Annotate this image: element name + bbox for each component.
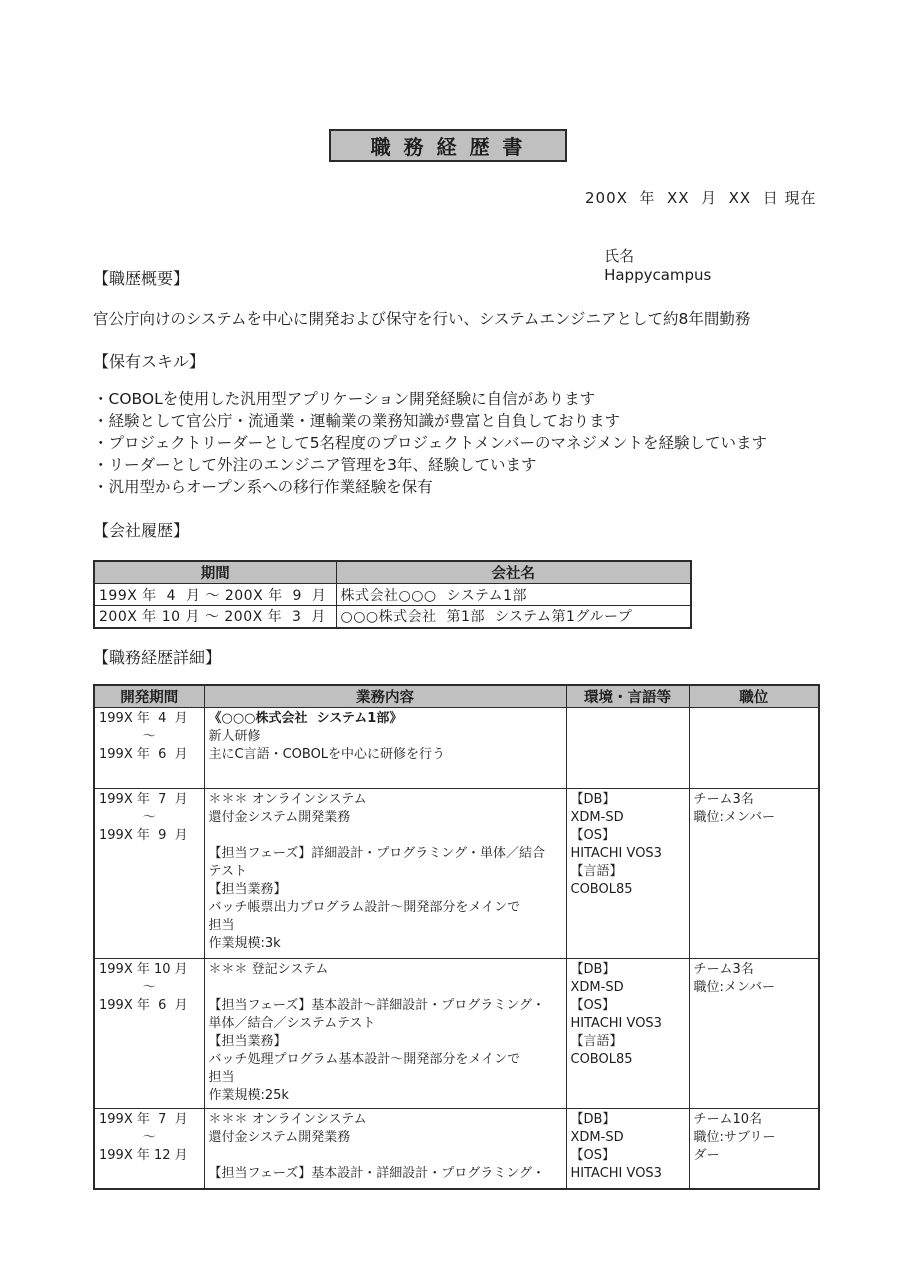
environment-line: HITACHI VOS3: [570, 1016, 662, 1031]
environment-line: COBOL85: [570, 1052, 633, 1067]
column-header-company: 会社名: [336, 561, 691, 584]
environment-line: 【OS】: [570, 828, 615, 843]
environment-line: XDM-SD: [570, 810, 624, 825]
work-content-line: バッチ処理プログラム基本設計～開発部分をメインで: [208, 1052, 521, 1067]
dev-period-line: ～: [142, 1130, 156, 1145]
heading-career-summary: 【職歴概要】: [93, 269, 190, 288]
detail-row: [94, 959, 819, 1109]
company-period-cell: 199X 年 4 月 ～ 200X 年 9 月: [94, 584, 336, 606]
column-header-period: 期間: [94, 561, 336, 584]
skill-item: ・COBOLを使用した汎用型アプリケーション開発経験に自信があります: [93, 390, 596, 408]
environment-line: 【言語】: [570, 864, 623, 879]
dev-period-line: ～: [142, 729, 156, 744]
column-header-dev-period: 開発期間: [94, 685, 204, 708]
environment-line: XDM-SD: [570, 980, 624, 995]
environment-line: HITACHI VOS3: [570, 846, 662, 861]
environment-line: XDM-SD: [570, 1130, 624, 1145]
work-content-line: 新人研修: [208, 729, 261, 744]
work-content-line: 作業規模:25k: [208, 1088, 289, 1103]
work-content-line: 【担当業務】: [208, 1034, 287, 1049]
skill-item: ・経験として官公庁・流通業・運輸業の業務知識が豊富と自負しております: [93, 412, 621, 430]
dev-period-cell: [94, 789, 204, 959]
dev-period-line: 199X 年 6 月: [99, 747, 188, 762]
position-line: チーム10名: [693, 1112, 763, 1127]
dev-period-line: 199X 年 9 月: [99, 828, 188, 843]
work-content-line: [209, 827, 562, 845]
work-content-cell: [204, 959, 566, 1109]
position-cell: [689, 708, 819, 789]
company-row: [94, 606, 691, 628]
environment-line: 【DB】: [570, 792, 616, 807]
environment-line: COBOL85: [570, 882, 633, 897]
skill-item: ・リーダーとして外注のエンジニア管理を3年、経験しています: [93, 456, 537, 474]
work-content-line: 還付金システム開発業務: [208, 1130, 351, 1145]
environment-line: 【DB】: [570, 1112, 616, 1127]
detail-row: [94, 1109, 819, 1189]
dev-period-cell: [94, 708, 204, 789]
detail-table-header-row: [94, 685, 819, 708]
work-content-line: 担当: [208, 1070, 235, 1085]
position-line: ダー: [693, 1148, 720, 1163]
work-content-line: 《○○○株式会社 システム1部》: [208, 711, 403, 726]
dev-period-cell: [94, 1109, 204, 1189]
environment-cell: [566, 959, 689, 1109]
dev-period-line: 199X 年 7 月: [99, 1112, 188, 1127]
environment-cell: [566, 1109, 689, 1189]
dev-period-line: 199X 年 12 月: [99, 1148, 188, 1163]
dev-period-line: 199X 年 4 月: [99, 711, 188, 726]
career-details-table: [93, 684, 820, 1190]
heading-skills: 【保有スキル】: [93, 352, 205, 371]
company-row: [94, 584, 691, 606]
environment-line: 【OS】: [570, 1148, 615, 1163]
column-header-environment: 環境・言語等: [566, 685, 689, 708]
position-cell: [689, 789, 819, 959]
dev-period-line: ～: [142, 980, 156, 995]
environment-line: 【OS】: [570, 998, 615, 1013]
dev-period-line: 199X 年 7 月: [99, 792, 188, 807]
dev-period-line: 199X 年 10 月: [99, 962, 188, 977]
work-content-cell: [204, 708, 566, 789]
detail-table-body: [94, 708, 819, 1189]
work-content-line: 単体／結合／システムテスト: [208, 1016, 376, 1031]
position-cell: [689, 959, 819, 1109]
work-content-line: 【担当フェーズ】詳細設計・プログラミング・単体／結合: [208, 846, 545, 861]
company-period-cell: 200X 年 10 月 ～ 200X 年 3 月: [94, 606, 336, 628]
company-name-cell: ○○○株式会社 第1部 システム第1グループ: [336, 606, 691, 628]
environment-cell: [566, 708, 689, 789]
company-history-table: [93, 560, 692, 629]
environment-line: HITACHI VOS3: [570, 1166, 662, 1181]
work-content-line: ＊＊＊ オンラインシステム: [208, 1112, 367, 1127]
column-header-work-content: 業務内容: [204, 685, 566, 708]
company-table-body: [94, 584, 691, 628]
work-content-line: 【担当フェーズ】基本設計～詳細設計・プログラミング・: [208, 998, 545, 1013]
work-content-line: 担当: [208, 918, 235, 933]
work-content-line: ＊＊＊ 登記システム: [208, 962, 329, 977]
company-name-cell: 株式会社○○○ システム1部: [336, 584, 691, 606]
document-title: 職 務 経 歴 書: [370, 135, 526, 159]
name-label: 氏名: [604, 247, 635, 265]
position-line: 職位:サブリー: [693, 1130, 776, 1145]
position-line: チーム3名: [693, 792, 754, 807]
column-header-position: 職位: [689, 685, 819, 708]
work-content-line: 主にC言語・COBOLを中心に研修を行う: [208, 747, 446, 762]
name-line: [585, 227, 711, 302]
career-details-clip: [93, 684, 822, 1181]
skills-list: [93, 388, 767, 498]
position-cell: [689, 1109, 819, 1189]
name-value: Happycampus: [604, 266, 712, 284]
skill-item: ・プロジェクトリーダーとして5名程度のプロジェクトメンバーのマネジメントを経験しています: [93, 434, 768, 452]
dev-period-line: 199X 年 6 月: [99, 998, 188, 1013]
position-line: 職位:メンバー: [693, 980, 775, 995]
document-title-box: [329, 129, 567, 162]
work-content-line: 【担当業務】: [208, 882, 287, 897]
work-content-line: バッチ帳票出力プログラム設計～開発部分をメインで: [208, 900, 521, 915]
work-content-cell: [204, 789, 566, 959]
work-content-line: [209, 1147, 562, 1165]
dev-period-cell: [94, 959, 204, 1109]
career-summary-text: 官公庁向けのシステムを中心に開発および保守を行い、システムエンジニアとして約8年間勤務: [93, 310, 751, 328]
as-of-date: 200X 年 XX 月 XX 日 現在: [585, 189, 817, 207]
work-content-line: 作業規模:3k: [208, 936, 281, 951]
work-content-line: 【担当フェーズ】基本設計・詳細設計・プログラミング・: [208, 1166, 545, 1181]
dev-period-line: ～: [142, 810, 156, 825]
work-content-line: ＊＊＊ オンラインシステム: [208, 792, 367, 807]
detail-row: [94, 708, 819, 789]
position-line: チーム3名: [693, 962, 754, 977]
detail-row: [94, 789, 819, 959]
work-content-cell: [204, 1109, 566, 1189]
work-content-line: [209, 979, 562, 997]
environment-cell: [566, 789, 689, 959]
heading-company-history: 【会社履歴】: [93, 521, 190, 540]
heading-career-details: 【職務経歴詳細】: [93, 648, 222, 667]
work-content-line: テスト: [208, 864, 247, 879]
skill-item: ・汎用型からオープン系への移行作業経験を保有: [93, 478, 433, 496]
company-table-header-row: [94, 561, 691, 584]
position-line: 職位:メンバー: [693, 810, 775, 825]
environment-line: 【言語】: [570, 1034, 623, 1049]
environment-line: 【DB】: [570, 962, 616, 977]
work-content-line: 還付金システム開発業務: [208, 810, 351, 825]
